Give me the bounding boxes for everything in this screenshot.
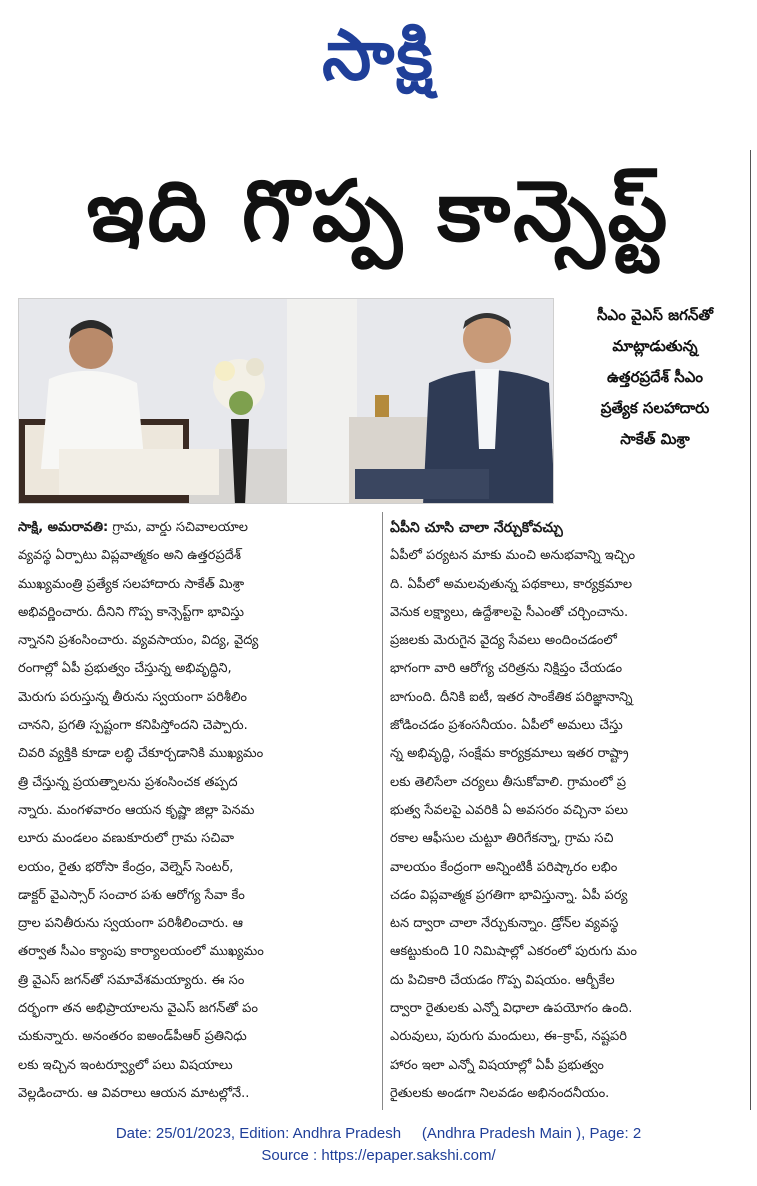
article-line: లకు తెలిసేలా చర్యలు తీసుకోవాలి. గ్రామంలో ప్ర xyxy=(390,774,626,790)
article-line: డాక్టర్‌ వైఎస్సార్‌ సంచార పశు ఆరోగ్య సేవా కేం xyxy=(18,887,245,903)
article-line: లయం, రైతు భరోసా కేంద్రం, వెల్నెస్‌ సెంటర్‌, xyxy=(18,859,234,875)
article-line: బాగుంది. దీనికి ఐటీ, ఇతర సాంకేతిక పరిజ్ఞానాన్ని xyxy=(390,689,633,705)
article-line: దర్భంగా తన అభిప్రాయాలను వైఎస్‌ జగన్‌తో పం xyxy=(18,1001,259,1017)
article-line: ఎరువులు, పురుగు మందులు, ఈ–క్రాప్‌, నష్టపరి xyxy=(390,1029,627,1045)
article-line: రకాల ఆఫీసుల చుట్టూ తిరిగేకన్నా, గ్రామ సచి xyxy=(390,831,614,847)
article-left-column xyxy=(18,514,376,1108)
article-line: వాలయం కేంద్రంగా అన్నింటికీ పరిష్కారం లభిం xyxy=(390,859,618,875)
article-line: తర్వాత సీఎం క్యాంపు కార్యాలయంలో ముఖ్యమం xyxy=(18,944,264,960)
article-line: ప్రజలకు మెరుగైన వైద్య సేవలు అందించడంలో xyxy=(390,633,617,649)
column-divider xyxy=(382,512,383,1110)
article-line: దు పిచికారి చేయడం గొప్ప విషయం. ఆర్బీకేల xyxy=(390,972,615,988)
article-line: హారం ఇలా ఎన్నో విషయాల్లో ఏపీ ప్రభుత్వం xyxy=(390,1057,604,1073)
caption-line: ఉత్తరప్రదేశ్‌ సీఎం xyxy=(606,368,704,386)
article-line: చుకున్నారు. అనంతరం ఐఅండ్‌పీఆర్‌ ప్రతినిధు xyxy=(18,1029,247,1045)
article-line: భుత్వ సేవలపై ఎవరికి ఏ అవసరం వచ్చినా పలు xyxy=(390,802,629,818)
article-line: ఆకట్టుకుంది 10 నిమిషాల్లో ఎకరంలో పురుగు మం xyxy=(390,944,637,960)
article-line: న్న అభివృద్ధి, సంక్షేమ కార్యక్రమాలు ఇతర రాష్ట్రా xyxy=(390,746,629,762)
article-line: భాగంగా వారి ఆరోగ్య చరిత్రను నిక్షిప్తం చేయడం xyxy=(390,661,623,677)
article-line: జోడించడం ప్రశంసనీయం. ఏపీలో అమలు చేస్తు xyxy=(390,718,623,734)
caption-line: సీఎం వైఎస్‌ జగన్‌తో xyxy=(597,306,713,324)
footer-source-link[interactable]: Source : https://epaper.sakshi.com/ xyxy=(261,1147,496,1164)
article-line: చడం విప్లవాత్మక ప్రగతిగా భావిస్తున్నా. ఏపీ పర్య xyxy=(390,887,628,903)
article-line: వ్యవస్థ ఏర్పాటు విప్లవాత్మకం అని ఉత్తరప్రదేశ్‌ xyxy=(18,548,242,564)
article-right-column xyxy=(390,514,746,1108)
article-line: వెనుక లక్ష్యాలు, ఉద్దేశాలపై సీఎంతో చర్చించాను. xyxy=(390,604,629,620)
article-line: త్రి చేస్తున్న ప్రయత్నాలను ప్రశంసించక తప్పద xyxy=(18,774,238,790)
article-line: ద్వారా రైతులకు ఎన్నో విధాలా ఉపయోగం ఉంది. xyxy=(390,1001,633,1017)
masthead-logo: సాక్షి xyxy=(322,14,435,96)
article-line: లకు ఇచ్చిన ఇంటర్వ్యూలో పలు విషయాలు xyxy=(18,1057,233,1073)
article-line: ద్రాల పనితీరును స్వయంగా పరిశీలించారు. ఆ xyxy=(18,916,244,932)
article-line: టన ద్వారా చాలా నేర్చుకున్నాం. డ్రోన్‌ల వ్యవస్థ xyxy=(390,916,619,932)
article-line: న్నారు. మంగళవారం ఆయన కృష్ణా జిల్లా పెనమ xyxy=(18,802,255,818)
article-line: మెరుగు పరుస్తున్న తీరును స్వయంగా పరిశీలిం xyxy=(18,689,247,705)
article-line: వెల్లడించారు. ఆ వివరాలు ఆయన మాటల్లోనే.. xyxy=(18,1085,250,1101)
article-line: అభివర్ణించారు. దీనిని గొప్ప కాన్సెప్ట్‌గా భావిస్తు xyxy=(18,604,244,620)
article-text: గ్రామ, వార్డు సచివాలయాల xyxy=(112,520,248,535)
article-line: ఏపీలో పర్యటన మాకు మంచి అనుభవాన్ని ఇచ్చిం xyxy=(390,548,636,564)
article-line: న్నానని ప్రశంసించారు. వ్యవసాయం, విద్య, వైద్య xyxy=(18,633,259,649)
footer-date-edition: Date: 25/01/2023, Edition: Andhra Pradesh (Andhra Pradesh Main ), Page: 2 xyxy=(115,1125,642,1142)
article-line: రైతులకు అండగా నిలవడం అభినందనీయం. xyxy=(390,1085,610,1101)
article-line: చివరి వ్యక్తికి కూడా లబ్ధి చేకూర్చడానికి ముఖ్యమం xyxy=(18,746,264,762)
headline: ఇది గొప్ప కాన్సెప్ట్‌ xyxy=(86,162,671,260)
page-edge-rule xyxy=(750,150,751,1110)
article-line: లూరు మండలం వణుకూరులో గ్రామ సచివా xyxy=(18,831,234,847)
caption-line: ప్రత్యేక సలహాదారు xyxy=(600,399,710,417)
article-line: ముఖ్యమంత్రి ప్రత్యేక సలహాదారు సాకేత్‌ మిశ్రా xyxy=(18,576,245,592)
article-line: రంగాల్లో ఏపీ ప్రభుత్వం చేస్తున్న అభివృద్ధిని, xyxy=(18,661,232,677)
article-line: చానని, ప్రగతి స్పష్టంగా కనిపిస్తోందని చెప్పారు. xyxy=(18,718,248,734)
caption-line: సాకేత్‌ మిశ్రా xyxy=(620,430,690,448)
article-line xyxy=(18,514,376,542)
article-line: త్రి వైఎస్‌ జగన్‌తో సమావేశమయ్యారు. ఈ సం xyxy=(18,972,245,988)
article-line: ది. ఏపీలో అమలవుతున్న పథకాలు, కార్యక్రమాల xyxy=(390,576,633,592)
news-photo xyxy=(18,298,554,504)
caption-line: మాట్లాడుతున్న xyxy=(612,337,698,355)
dateline: సాక్షి, అమరావతి: xyxy=(18,520,109,535)
photo-caption xyxy=(562,300,748,455)
subheading: ఏపీని చూసి చాలా నేర్చుకోవచ్చు xyxy=(390,520,563,536)
